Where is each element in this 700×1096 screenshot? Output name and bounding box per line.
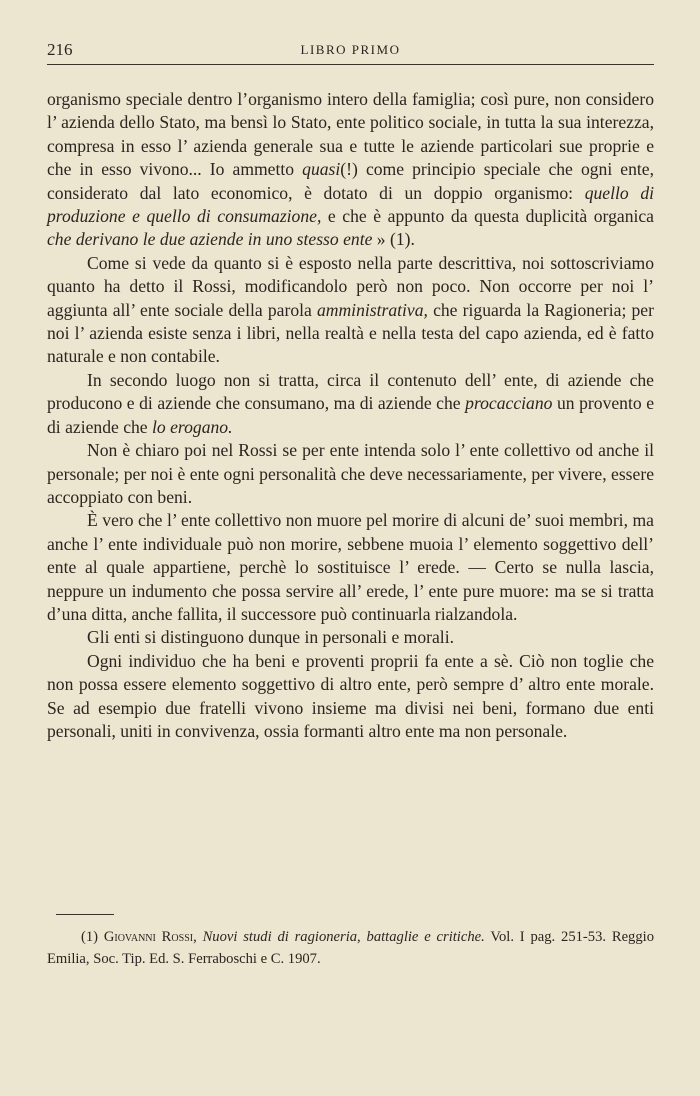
- text-run: Gli enti si distinguono dunque in personali e morali.: [87, 627, 454, 648]
- paragraph: [47, 626, 654, 649]
- footnote-rule: [56, 914, 114, 915]
- text-run: In secondo luogo non si tratta, circa il contenuto dell’ ente, di aziende che producono e di aziende che consumano, ma di aziende che: [47, 369, 654, 414]
- italic-text: lo erogano.: [152, 416, 233, 437]
- paragraph: [47, 369, 654, 439]
- footnote: [47, 926, 654, 970]
- page-number: 216: [47, 40, 73, 59]
- text-run: (1): [81, 929, 104, 945]
- author-name: Giovanni Rossi,: [103, 929, 197, 945]
- italic-text: amministrativa,: [316, 299, 428, 320]
- text-run: Vol. I pag. 251-53. Reggio Emilia, Soc. Tip. Ed. S. Ferraboschi e C. 1907.: [47, 929, 654, 967]
- body-text: [47, 88, 654, 743]
- paragraph: [47, 252, 654, 369]
- text-run: un provento e di aziende che: [47, 393, 655, 437]
- italic-text: Nuovi studi di ragioneria, battaglie e critiche.: [202, 929, 485, 945]
- paragraph: [47, 509, 654, 626]
- italic-text: quasi: [302, 159, 341, 180]
- text-run: organismo speciale dentro l’organismo intero della famiglia; così pure, non considero l’ azienda dello Stato, ma bensì lo Stato, ente politico sociale, in tutta la sua interezza, compresa in esso l’ azienda generale sua e tutte le aziende particolari sue proprie e che in esso vivono... Io ammetto: [47, 89, 654, 180]
- page-header: [47, 40, 654, 65]
- italic-text: procacciano: [465, 393, 553, 414]
- italic-text: che derivano le due aziende in uno stesso ente: [47, 229, 373, 250]
- text-run: e che è appunto da questa duplicità organica: [321, 206, 654, 227]
- text-run: Non è chiaro poi nel Rossi se per ente intenda solo l’ ente collettivo od anche il personale; per noi è ente ogni personalità che deve necessariamente, per vivere, essere accoppiato con beni.: [47, 440, 654, 507]
- text-run: Ogni individuo che ha beni e proventi proprii fa ente a sè. Ciò non toglie che non possa essere elemento soggettivo di altro ente, però sempre d’ altro ente morale. Se ad esempio due fratelli vivono insieme ma divisi nei beni, formano due enti personali, uniti in convivenza, ossia formanti altro ente ma non personale.: [47, 650, 654, 741]
- running-title: LIBRO PRIMO: [300, 42, 401, 57]
- paragraph: [47, 439, 654, 509]
- paragraph: [47, 650, 654, 744]
- text-run: » (1).: [372, 229, 415, 250]
- text-run: Come si vede da quanto si è esposto nella parte descrittiva, noi sottoscriviamo quanto ha detto il Rossi, modificandolo però non poco. Non occorre per noi l’ aggiunta all’ ente sociale della parola: [47, 252, 654, 320]
- text-run: È vero che l’ ente collettivo non muore pel morire di alcuni de’ suoi membri, ma anche l’ ente individuale può non morire, sebbene muoia l’ elemento soggettivo dell’ ente al quale appartiene, perchè lo sostituisce l’ erede. — Certo se nulla lascia, neppure un indumento che possa servire all’ erede, l’ ente pure muore: ma se si tratta d’una ditta, anche fallita, il successore può continuarla rialzandola.: [47, 510, 654, 624]
- text-run: che riguarda la Ragioneria; per noi l’ azienda esiste senza i libri, nella realtà e nella testa del capo azienda, ed è fatto naturale e non contabile.: [47, 299, 654, 367]
- paragraph: [47, 88, 654, 252]
- text-run: (!) come principio speciale che ogni ente, considerato dal lato economico, è dotato di un doppio organismo:: [47, 159, 655, 203]
- italic-text: quello di produzione e quello di consumazione,: [47, 182, 654, 227]
